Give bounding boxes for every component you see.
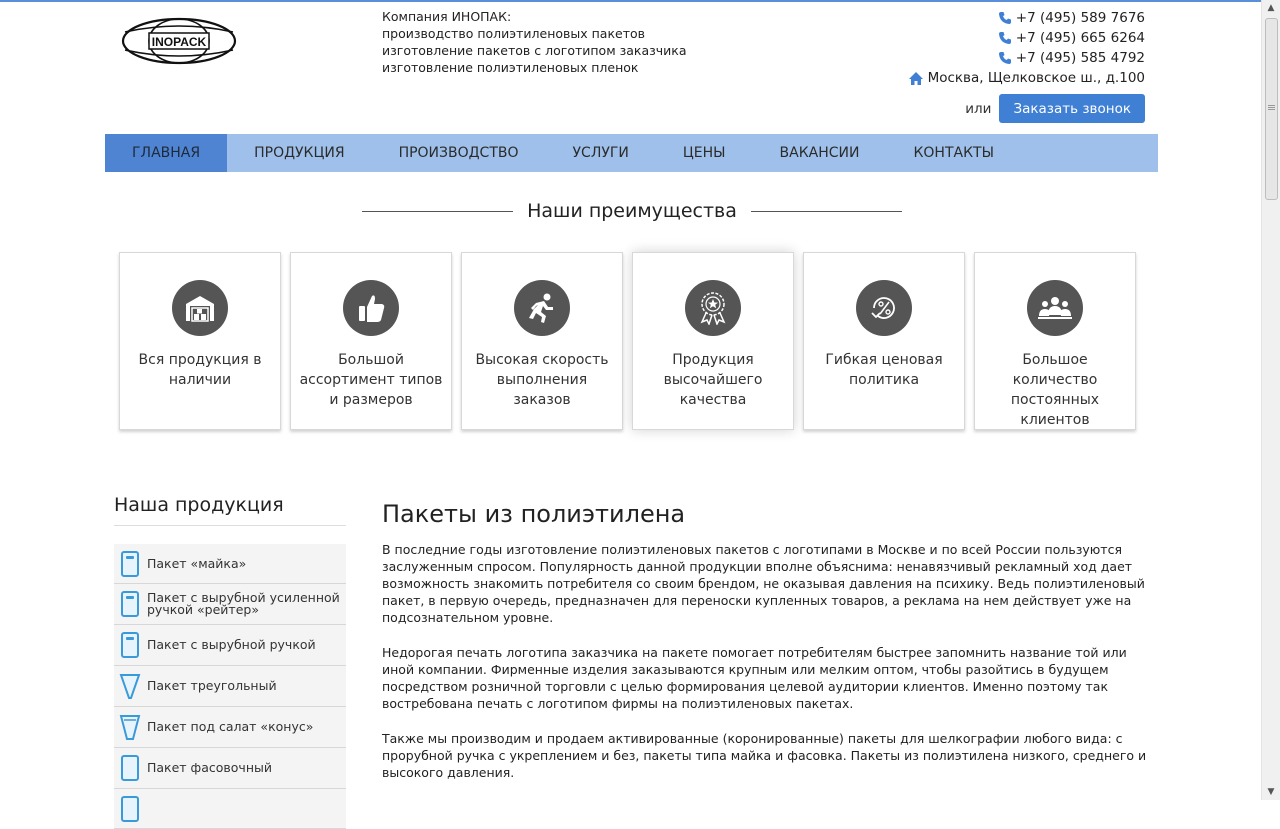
- thumbs-up-icon: [343, 280, 399, 336]
- phone-row[interactable]: [908, 28, 1145, 48]
- heading-rule: [751, 211, 902, 212]
- advantage-text: Большое количество постоянных клиентов: [1010, 352, 1100, 428]
- advantage-text: Высокая скорость выполнения заказов: [475, 352, 609, 408]
- product-item[interactable]: [114, 625, 346, 666]
- scrollbar-thumb[interactable]: [1265, 18, 1278, 200]
- bag-icon: [119, 590, 141, 618]
- advantage-card: [632, 252, 794, 430]
- advantage-card: [119, 252, 281, 430]
- product-label: Пакет фасовочный: [147, 760, 272, 775]
- nav-item-products[interactable]: ПРОДУКЦИЯ: [254, 145, 345, 161]
- product-label: Пакет «майка»: [147, 555, 247, 571]
- product-item[interactable]: [114, 789, 346, 829]
- home-icon: [908, 71, 924, 86]
- heading-rule: [362, 211, 513, 212]
- company-line: производство полиэтиленовых пакетов: [382, 26, 646, 41]
- product-label: Пакет треугольный: [147, 678, 277, 693]
- nav-item-prices[interactable]: ЦЕНЫ: [682, 145, 726, 161]
- nav-item-services[interactable]: УСЛУГИ: [572, 145, 629, 161]
- bag-icon: [119, 795, 141, 823]
- sidebar-title: Наша продукция: [114, 494, 284, 516]
- quality-badge-icon: [685, 280, 741, 336]
- advantages-heading: [362, 200, 902, 222]
- sidebar-rule: [114, 525, 346, 526]
- triangle-bag-icon: [119, 672, 141, 700]
- phone-icon: [998, 31, 1012, 45]
- contacts-block: [908, 8, 1145, 88]
- phone-number: +7 (495) 665 6264: [1015, 30, 1145, 46]
- inopack-logo[interactable]: [121, 16, 237, 66]
- page-scrollbar[interactable]: [1261, 0, 1280, 800]
- company-line: Компания ИНОПАК:: [382, 9, 512, 24]
- product-item[interactable]: [114, 544, 346, 584]
- phone-number: +7 (495) 585 4792: [1015, 50, 1145, 66]
- phone-icon: [998, 51, 1012, 65]
- advantage-card: [803, 252, 965, 430]
- nav-item-production[interactable]: ПРОИЗВОДСТВО: [398, 145, 519, 161]
- percent-icon: [856, 280, 912, 336]
- product-item[interactable]: [114, 707, 346, 748]
- bag-icon: [119, 550, 141, 578]
- article-paragraph: Недорогая печать логотипа заказчика на пакете помогает потребителям быстрее запомнить название той или иной компании. Фирменные изделия заказываются крупным или мелким оптом, чтобы разойтись в будущем посредством розничной торговли с целью формирования целевой аудитории клиентов. Именно поэтому так востребована печать с логотипом фирмы на полиэтиленовых пакетах.: [382, 645, 1127, 711]
- advantage-text: Вся продукция в наличии: [138, 352, 262, 388]
- address-row: [908, 68, 1145, 88]
- product-label: Пакет с вырубной ручкой: [147, 637, 316, 652]
- advantage-card: [974, 252, 1136, 430]
- bag-icon: [119, 754, 141, 782]
- advantages-title: Наши преимущества: [527, 200, 737, 222]
- advantage-card: [461, 252, 623, 430]
- page-title: Пакеты из полиэтилена: [382, 500, 686, 528]
- phone-row[interactable]: [908, 48, 1145, 68]
- company-line: изготовление пакетов с логотипом заказчика: [382, 43, 687, 58]
- nav-item-contacts[interactable]: КОНТАКТЫ: [913, 145, 994, 161]
- advantage-text: Большой ассортимент типов и размеров: [299, 352, 443, 408]
- clients-group-icon: [1027, 280, 1083, 336]
- order-call-button[interactable]: Заказать звонок: [999, 94, 1145, 123]
- top-accent-line: [0, 0, 1262, 2]
- advantage-card: [290, 252, 452, 430]
- bag-icon: [119, 631, 141, 659]
- advantages-cards: [119, 252, 1136, 430]
- scroll-up-arrow-icon[interactable]: ▲: [1267, 3, 1275, 13]
- phone-number: +7 (495) 589 7676: [1015, 10, 1145, 26]
- logo-text: INOPACK: [151, 35, 207, 49]
- grip-icon: [1268, 105, 1275, 106]
- running-man-icon: [514, 280, 570, 336]
- product-label: Пакет под салат «конус»: [147, 719, 314, 734]
- product-item[interactable]: [114, 584, 346, 625]
- warehouse-icon: [172, 280, 228, 336]
- product-item[interactable]: [114, 666, 346, 707]
- main-nav: [105, 134, 1158, 172]
- phone-icon: [998, 11, 1012, 25]
- product-list: [114, 544, 346, 829]
- company-description: [382, 8, 686, 76]
- or-label: или: [965, 100, 992, 117]
- product-label: Пакет с вырубной усиленной ручкой «рейтер»: [147, 590, 340, 617]
- phone-row[interactable]: [908, 8, 1145, 28]
- nav-item-vacancies[interactable]: ВАКАНСИИ: [779, 145, 860, 161]
- address-text: Москва, Щелковское ш., д.100: [927, 70, 1145, 86]
- company-line: изготовление полиэтиленовых пленок: [382, 60, 639, 75]
- callback-row: [965, 94, 1145, 123]
- article-paragraph: В последние годы изготовление полиэтиленовых пакетов с логотипами в Москве и по всей России пользуются заслуженным спросом. Популярность данной продукции вполне объяснима: ненавязчивый рекламный ход дает возможность знакомить потребителя со своим брендом, не оказывая давления на психику. Ведь полиэтиленовый пакет, в первую очередь, предназначен для переноски купленных товаров, а реклама на нем действует уже на подсознательном уровне.: [382, 542, 1145, 625]
- nav-item-home[interactable]: ГЛАВНАЯ: [105, 134, 227, 172]
- advantage-text: Гибкая ценовая политика: [825, 352, 943, 388]
- article-paragraph: Также мы производим и продаем активированные (коронированные) пакеты для шелкографии любого вида: с прорубной ручка с укреплением и без, пакеты типа майка и фасовка. Пакеты из полиэтилена низкого, среднего и высокого давления.: [382, 731, 1147, 780]
- cone-bag-icon: [119, 713, 141, 741]
- product-item[interactable]: [114, 748, 346, 789]
- scroll-down-arrow-icon[interactable]: ▼: [1267, 787, 1275, 797]
- article-body: [382, 541, 1147, 799]
- advantage-text: Продукция высочайшего качества: [663, 352, 763, 408]
